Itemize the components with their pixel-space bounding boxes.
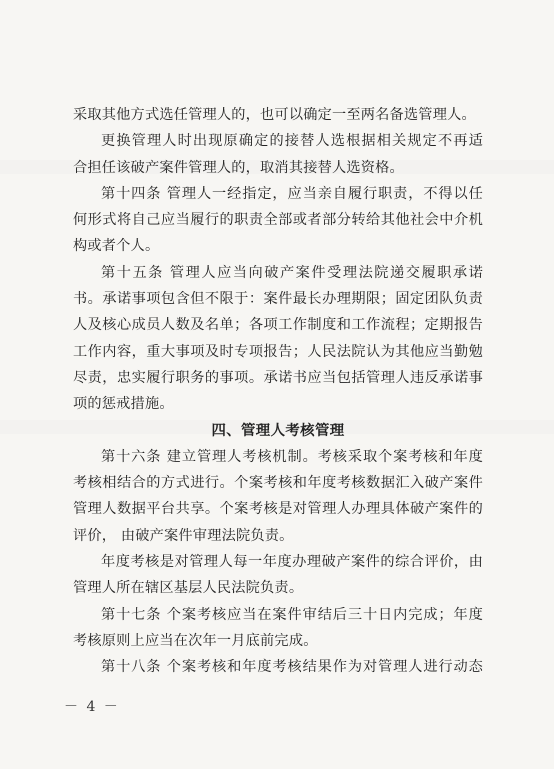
text-line: 工作内容，重大事项及时专项报告；人民法院认为其他应当勤勉 bbox=[73, 343, 483, 360]
text-line: 书。承诺事项包含但不限于：案件最长办理期限；固定团队负责 bbox=[73, 291, 483, 308]
text-line: 尽责，忠实履行职务的事项。承诺书应当包括管理人违反承诺事 bbox=[73, 369, 483, 386]
text-line: 第十八条 个案考核和年度考核结果作为对管理人进行动态 bbox=[101, 659, 483, 676]
page-number: － 4 － bbox=[64, 699, 120, 715]
document-body bbox=[73, 102, 483, 681]
text-line: 构或者个人。 bbox=[73, 238, 160, 255]
text-line: 人及核心成员人数及名单；各项工作制度和工作流程；定期报告 bbox=[73, 317, 483, 334]
text-line: 管理人所在辖区基层人民法院负责。 bbox=[73, 580, 304, 597]
text-line: 管理人数据平台共享。个案考核是对管理人办理具体破产案件的 bbox=[73, 501, 483, 518]
text-line: 年度考核是对管理人每一年度办理破产案件的综合评价，由 bbox=[101, 554, 483, 571]
text-line: 采取其他方式选任管理人的，也可以确定一至两名备选管理人。 bbox=[73, 107, 476, 123]
text-line: 第十七条 个案考核应当在案件审结后三十日内完成；年度 bbox=[101, 606, 483, 623]
text-line: 更换管理人时出现原确定的接替人选根据相关规定不再适 bbox=[101, 133, 483, 150]
text-line: 评价， 由破产案件审理法院负责。 bbox=[73, 527, 294, 544]
text-line: 考核相结合的方式进行。个案考核和年度考核数据汇入破产案件 bbox=[73, 475, 483, 492]
text-line: 合担任该破产案件管理人的，取消其接替人选资格。 bbox=[73, 159, 404, 176]
text-line: 何形式将自己应当履行的职责全部或者部分转给其他社会中介机 bbox=[73, 212, 483, 229]
text-line: 第十四条 管理人一经指定，应当亲自履行职责，不得以任 bbox=[101, 185, 483, 202]
text-line: 项的惩戒措施。 bbox=[73, 396, 174, 413]
text-line: 考核原则上应当在次年一月底前完成。 bbox=[73, 632, 318, 649]
text-line: 第十五条 管理人应当向破产案件受理法院递交履职承诺 bbox=[101, 264, 483, 281]
section-heading: 四、管理人考核管理 bbox=[211, 422, 345, 439]
text-line: 第十六条 建立管理人考核机制。考核采取个案考核和年度 bbox=[101, 448, 483, 465]
